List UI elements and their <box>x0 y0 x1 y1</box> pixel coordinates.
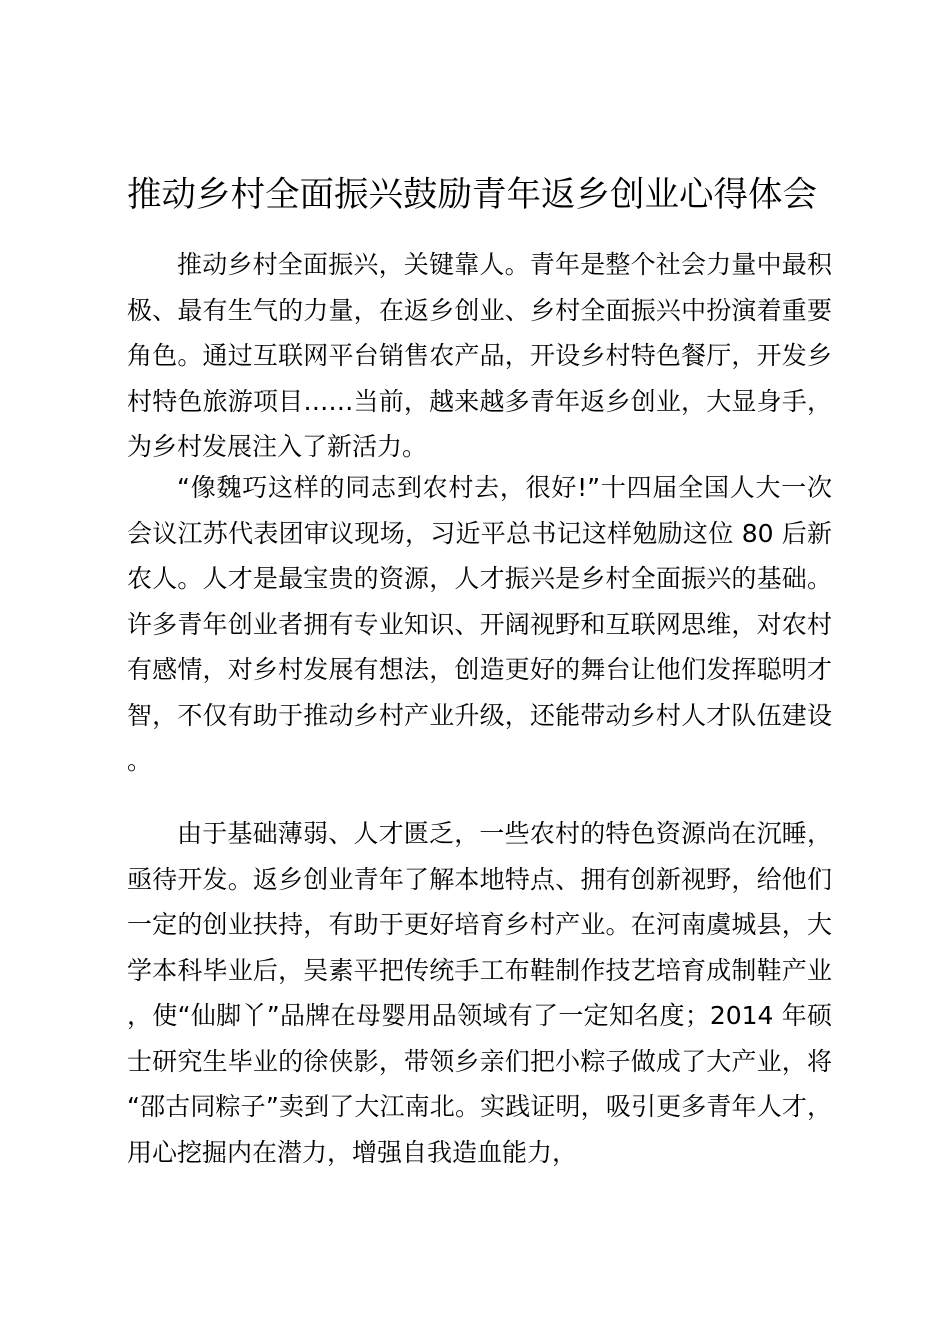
body-paragraph-2: “像魏巧这样的同志到农村去，很好!”十四届全国人大一次会议江苏代表团审议现场，习近平总书记这样勉励这位 80 后新农人。人才是最宝贵的资源，人才振兴是乡村全面振兴的基础。许多青年创业者拥有专业知识、开阔视野和互联网思维，对农村有感情，对乡村发展有想法，创造更好的舞台让他们发挥聪明才智，不仅有助于推动乡村产业升级，还能带动乡村人才队伍建设。 <box>127 473 832 775</box>
body-paragraph-1: 推动乡村全面振兴，关键靠人。青年是整个社会力量中最积极、最有生气的力量，在返乡创业、乡村全面振兴中扮演着重要角色。通过互联网平台销售农产品，开设乡村特色餐厅，开发乡村特色旅游项目……当前，越来越多青年返乡创业，大显身手，为乡村发展注入了新活力。 <box>127 250 832 461</box>
body-paragraph-3: 由于基础薄弱、人才匮乏，一些农村的特色资源尚在沉睡，亟待开发。返乡创业青年了解本地特点、拥有创新视野，给他们一定的创业扶持，有助于更好培育乡村产业。在河南虞城县，大学本科毕业后，吴素平把传统手工布鞋制作技艺培育成制鞋产业，使“仙脚丫”品牌在母婴用品领域有了一定知名度；2014 年硕士研究生毕业的徐侠影，带领乡亲们把小粽子做成了大产业，将“邵古同粽子”卖到了大江南北。实践证明，吸引更多青年人才，用心挖掘内在潜力，增强自我造血能力， <box>127 819 832 1167</box>
document-title: 推动乡村全面振兴鼓励青年返乡创业心得体会 <box>127 175 817 215</box>
